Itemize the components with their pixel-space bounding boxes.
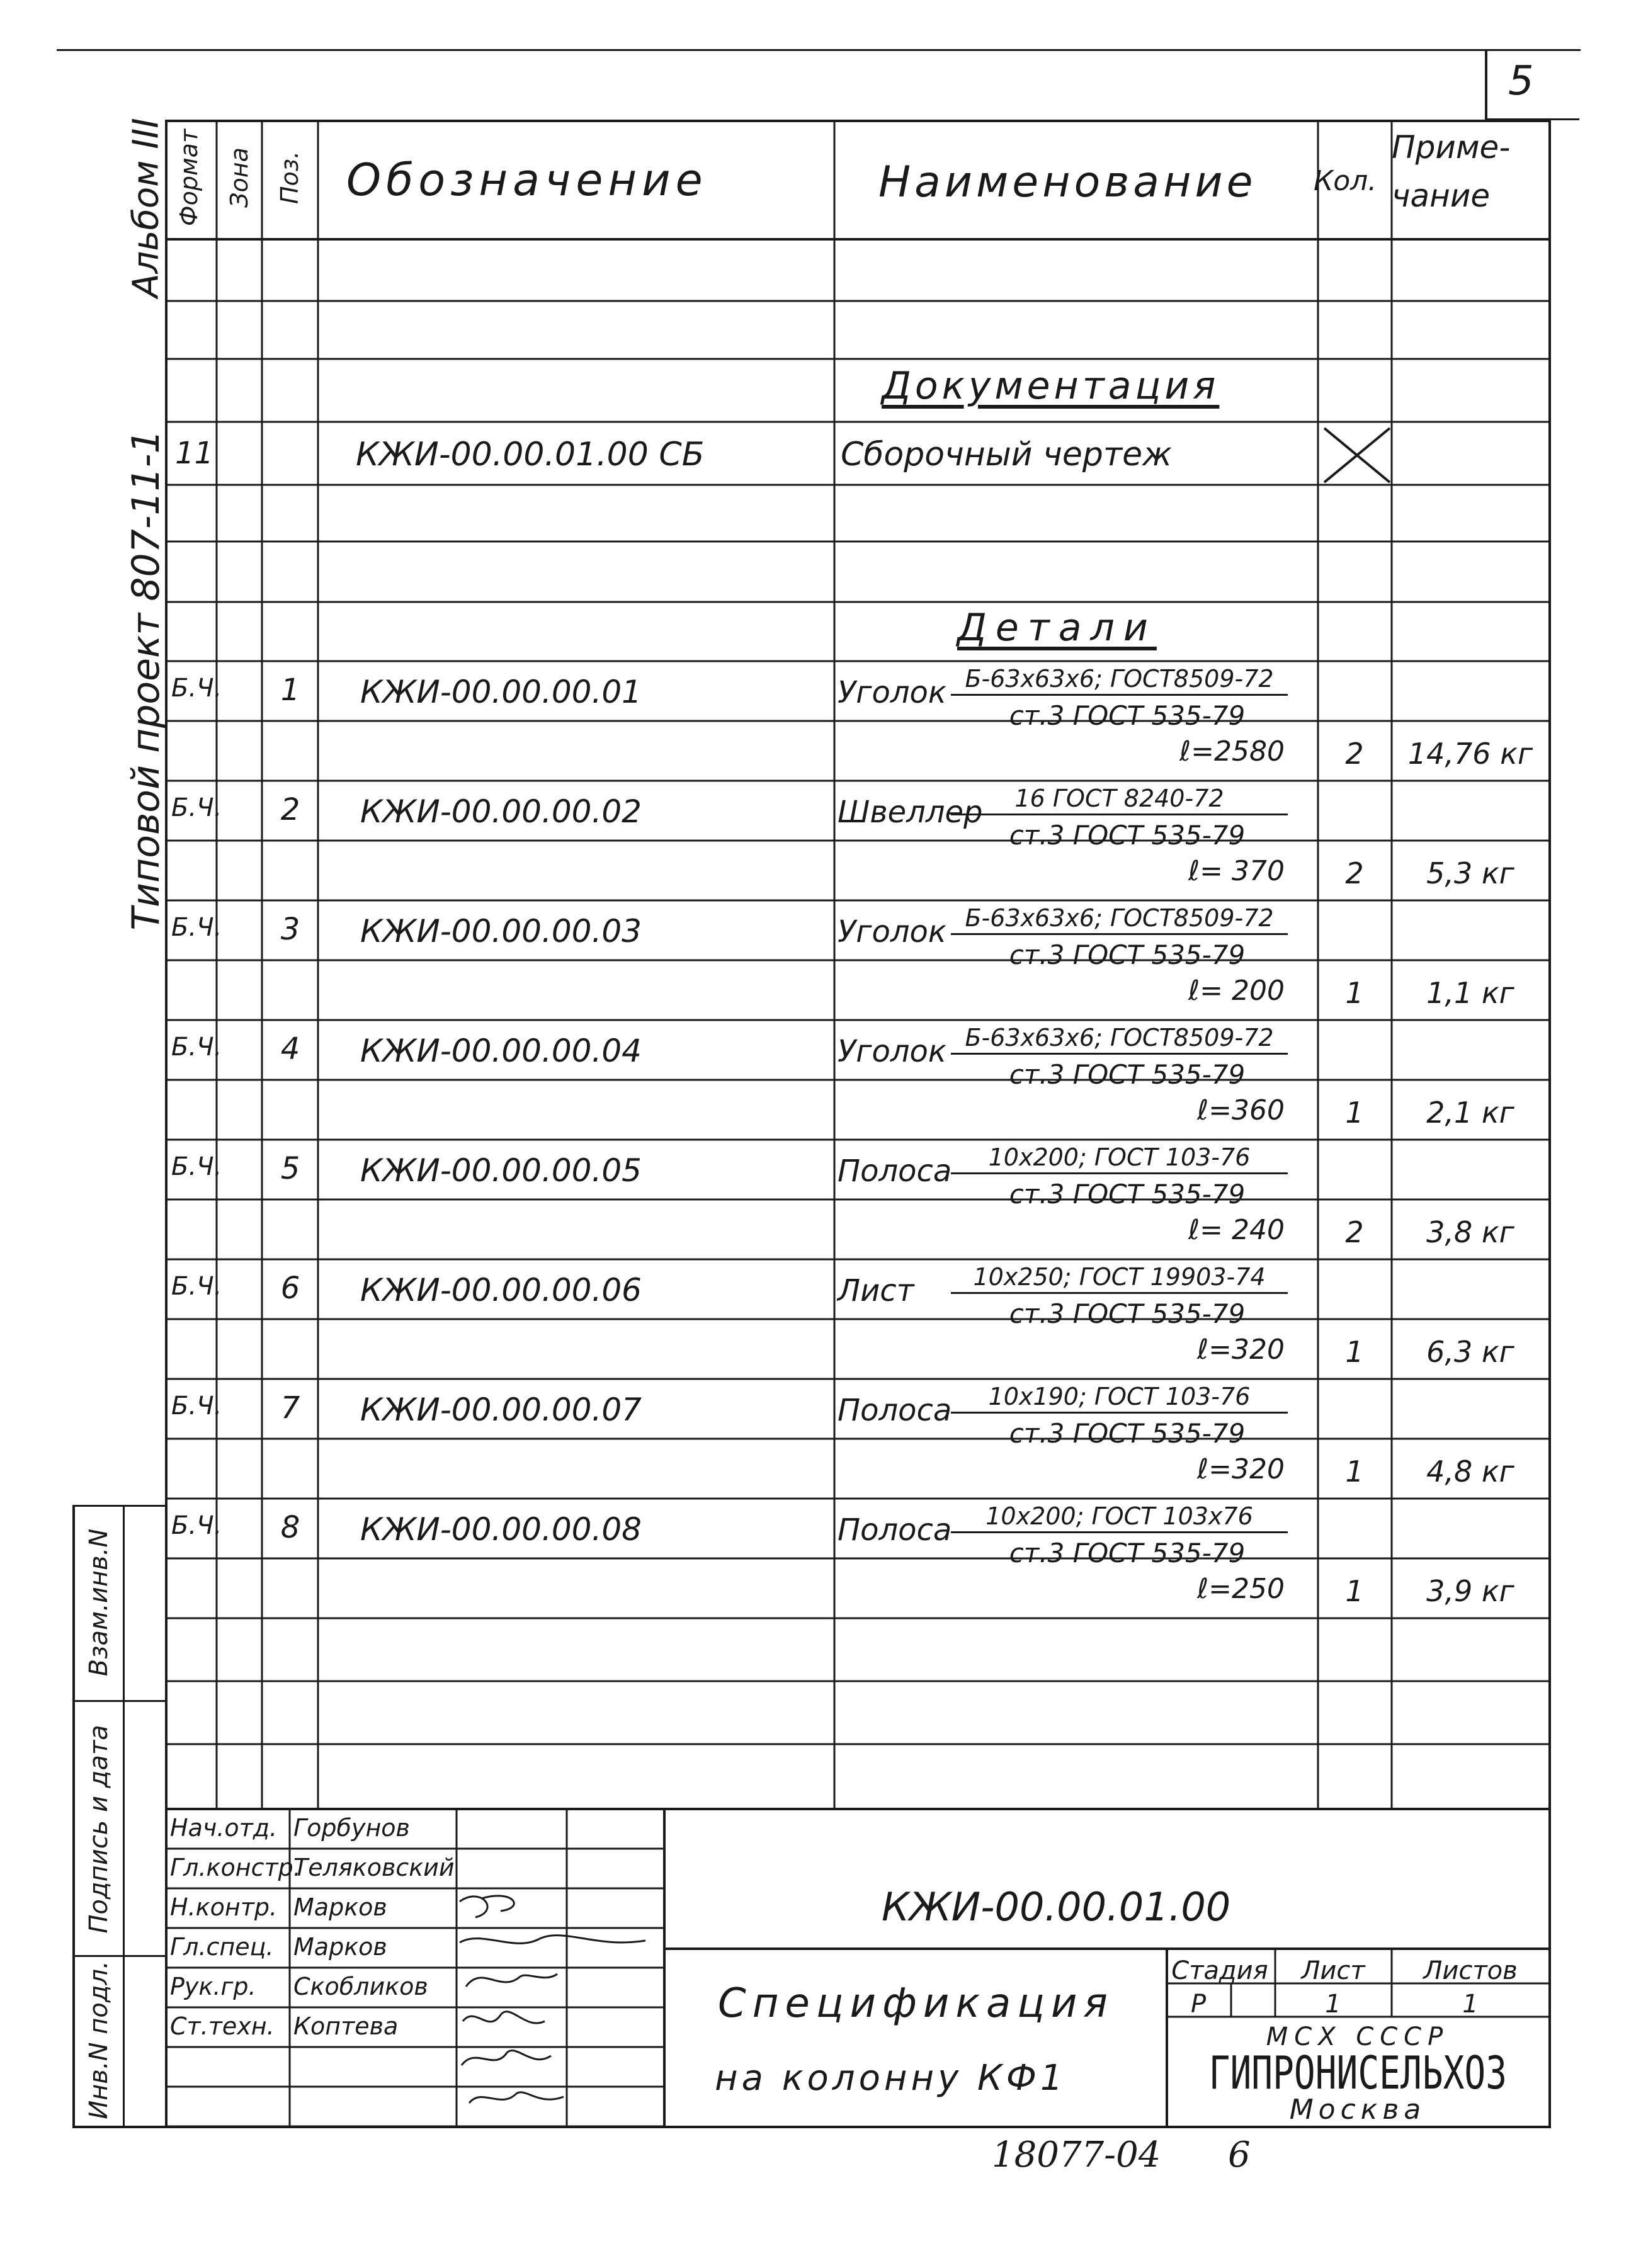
- detail-format: Б.Ч.: [171, 1511, 222, 1540]
- detail-format: Б.Ч.: [171, 913, 222, 942]
- detail-position: 6: [280, 1271, 300, 1306]
- detail-material: ст.3 ГОСТ 535-79: [1009, 1059, 1246, 1090]
- detail-material: ст.3 ГОСТ 535-79: [1009, 820, 1246, 851]
- detail-format: Б.Ч.: [171, 793, 222, 822]
- detail-quantity: 1: [1345, 1574, 1364, 1608]
- detail-note: 3,8 кг: [1426, 1215, 1514, 1249]
- detail-spec: 10х200; ГОСТ 103х76: [951, 1502, 1288, 1533]
- detail-designation: КЖИ-00.00.00.04: [360, 1033, 642, 1069]
- detail-quantity: 1: [1345, 976, 1364, 1010]
- staff-name: Теляковский: [293, 1854, 455, 1881]
- detail-designation: КЖИ-00.00.00.07: [360, 1392, 642, 1428]
- detail-quantity: 1: [1345, 1335, 1364, 1369]
- organization-city: Москва: [1289, 2094, 1426, 2126]
- detail-position: 4: [280, 1031, 300, 1067]
- sheet-number: 5: [1508, 58, 1534, 105]
- staff-role: Рук.гр.: [170, 1973, 256, 2000]
- staff-role: Ст.техн.: [170, 2012, 275, 2040]
- detail-designation: КЖИ-00.00.00.08: [360, 1511, 642, 1548]
- detail-position: 5: [280, 1151, 300, 1186]
- detail-position: 8: [280, 1510, 300, 1545]
- assembly-format: 11: [175, 436, 214, 471]
- detail-format: Б.Ч.: [171, 1392, 222, 1420]
- detail-position: 2: [280, 792, 300, 827]
- detail-spec: 10х250; ГОСТ 19903-74: [951, 1263, 1288, 1294]
- detail-format: Б.Ч.: [171, 1033, 222, 1062]
- detail-length: ℓ= 240: [1188, 1214, 1285, 1246]
- detail-note: 14,76 кг: [1407, 737, 1533, 771]
- detail-material: ст.3 ГОСТ 535-79: [1009, 700, 1246, 731]
- organization-ministry: МСХ СССР: [1266, 2022, 1450, 2051]
- detail-material: ст.3 ГОСТ 535-79: [1009, 1179, 1246, 1210]
- detail-name: Полоса: [838, 1393, 952, 1428]
- stage-label: Стадия: [1171, 1956, 1268, 1985]
- detail-designation: КЖИ-00.00.00.02: [360, 793, 642, 830]
- header-zone: Зона: [225, 147, 253, 208]
- detail-designation: КЖИ-00.00.00.05: [360, 1152, 642, 1189]
- document-title-line2: на колонну КФ1: [715, 2058, 1067, 2099]
- sheet-value: 1: [1325, 1990, 1341, 2019]
- detail-name: Уголок: [838, 914, 946, 950]
- detail-spec: Б-63х63х6; ГОСТ8509-72: [951, 1024, 1288, 1055]
- detail-position: 1: [280, 672, 300, 708]
- staff-role: Гл.констр.: [170, 1854, 301, 1881]
- staff-role: Н.контр.: [170, 1893, 278, 1921]
- header-format: Формат: [175, 128, 203, 227]
- document-title-line1: Спецификация: [718, 1980, 1114, 2027]
- header-name: Наименование: [878, 157, 1257, 207]
- staff-name: Коптева: [293, 2012, 399, 2040]
- detail-length: ℓ=2580: [1179, 735, 1285, 768]
- sheets-label: Листов: [1423, 1956, 1518, 1985]
- header-designation: Обозначение: [346, 154, 708, 206]
- detail-position: 7: [280, 1390, 300, 1426]
- archive-number: 18077-04: [992, 2135, 1161, 2175]
- project-label: Типовой проект 807-11-1: [124, 429, 168, 931]
- detail-quantity: 2: [1345, 1215, 1364, 1249]
- stamp-signature-date-label: Подпись и дата: [84, 1725, 113, 1934]
- detail-material: ст.3 ГОСТ 535-79: [1009, 1538, 1246, 1568]
- assembly-designation: КЖИ-00.00.01.00 СБ: [356, 436, 705, 473]
- detail-name: Уголок: [838, 1034, 946, 1069]
- detail-length: ℓ=320: [1196, 1453, 1285, 1485]
- detail-material: ст.3 ГОСТ 535-79: [1009, 1418, 1246, 1449]
- detail-quantity: 1: [1345, 1096, 1364, 1130]
- detail-material: ст.3 ГОСТ 535-79: [1009, 1298, 1246, 1329]
- staff-name: Горбунов: [293, 1814, 410, 1842]
- detail-position: 3: [280, 912, 300, 947]
- assembly-name: Сборочный чертеж: [841, 436, 1172, 473]
- header-note-line2: чание: [1392, 178, 1491, 214]
- footer-page-number: 6: [1228, 2135, 1251, 2175]
- detail-quantity: 1: [1345, 1454, 1364, 1488]
- detail-name: Полоса: [838, 1512, 952, 1548]
- section-details: Детали: [957, 606, 1157, 650]
- detail-format: Б.Ч.: [171, 674, 222, 703]
- detail-note: 2,1 кг: [1426, 1096, 1514, 1130]
- document-code: КЖИ-00.00.01.00: [882, 1884, 1231, 1930]
- detail-length: ℓ=250: [1196, 1573, 1285, 1605]
- organization-name: ГИПРОНИСЕЛЬХОЗ: [1208, 2046, 1508, 2099]
- stamp-original-inv-label: Инв.N подл.: [84, 1961, 113, 2119]
- detail-format: Б.Ч.: [171, 1152, 222, 1181]
- detail-length: ℓ=360: [1196, 1094, 1285, 1126]
- detail-designation: КЖИ-00.00.00.03: [360, 913, 642, 950]
- detail-quantity: 2: [1345, 856, 1364, 890]
- detail-format: Б.Ч.: [171, 1272, 222, 1301]
- section-documentation: Документация: [882, 364, 1220, 408]
- staff-role: Нач.отд.: [170, 1814, 278, 1842]
- header-position: Поз.: [276, 150, 304, 205]
- assembly-quantity-cross: [1322, 426, 1392, 485]
- detail-designation: КЖИ-00.00.00.01: [360, 674, 642, 710]
- detail-material: ст.3 ГОСТ 535-79: [1009, 939, 1246, 970]
- sheets-value: 1: [1462, 1990, 1479, 2019]
- detail-note: 1,1 кг: [1426, 976, 1514, 1010]
- signatures: [457, 1883, 690, 2116]
- detail-note: 4,8 кг: [1426, 1454, 1514, 1488]
- staff-role: Гл.спец.: [170, 1933, 274, 1961]
- detail-spec: Б-63х63х6; ГОСТ8509-72: [951, 665, 1288, 696]
- detail-name: Уголок: [838, 675, 946, 710]
- header-note-line1: Приме-: [1392, 129, 1511, 166]
- detail-name: Швеллер: [838, 795, 983, 830]
- sheet-label: Лист: [1301, 1956, 1365, 1985]
- detail-quantity: 2: [1345, 737, 1364, 771]
- detail-spec: Б-63х63х6; ГОСТ8509-72: [951, 904, 1288, 935]
- staff-name: Марков: [293, 1893, 387, 1921]
- detail-spec: 10х190; ГОСТ 103-76: [951, 1383, 1288, 1414]
- detail-length: ℓ= 370: [1188, 855, 1285, 887]
- detail-note: 3,9 кг: [1426, 1574, 1514, 1608]
- staff-name: Скобликов: [293, 1973, 428, 2000]
- detail-spec: 10х200; ГОСТ 103-76: [951, 1143, 1288, 1174]
- album-label: Альбом III: [125, 118, 167, 298]
- header-quantity: Кол.: [1314, 165, 1377, 197]
- staff-name: Марков: [293, 1933, 387, 1961]
- stage-value: Р: [1190, 1990, 1207, 2019]
- detail-designation: КЖИ-00.00.00.06: [360, 1272, 642, 1308]
- detail-note: 6,3 кг: [1426, 1335, 1514, 1369]
- detail-name: Лист: [838, 1273, 914, 1308]
- detail-name: Полоса: [838, 1154, 952, 1189]
- detail-note: 5,3 кг: [1426, 856, 1514, 890]
- stamp-replaced-inv-label: Взам.инв.N: [84, 1528, 113, 1677]
- detail-length: ℓ=320: [1196, 1334, 1285, 1366]
- detail-spec: 16 ГОСТ 8240-72: [951, 785, 1288, 815]
- detail-length: ℓ= 200: [1188, 975, 1285, 1007]
